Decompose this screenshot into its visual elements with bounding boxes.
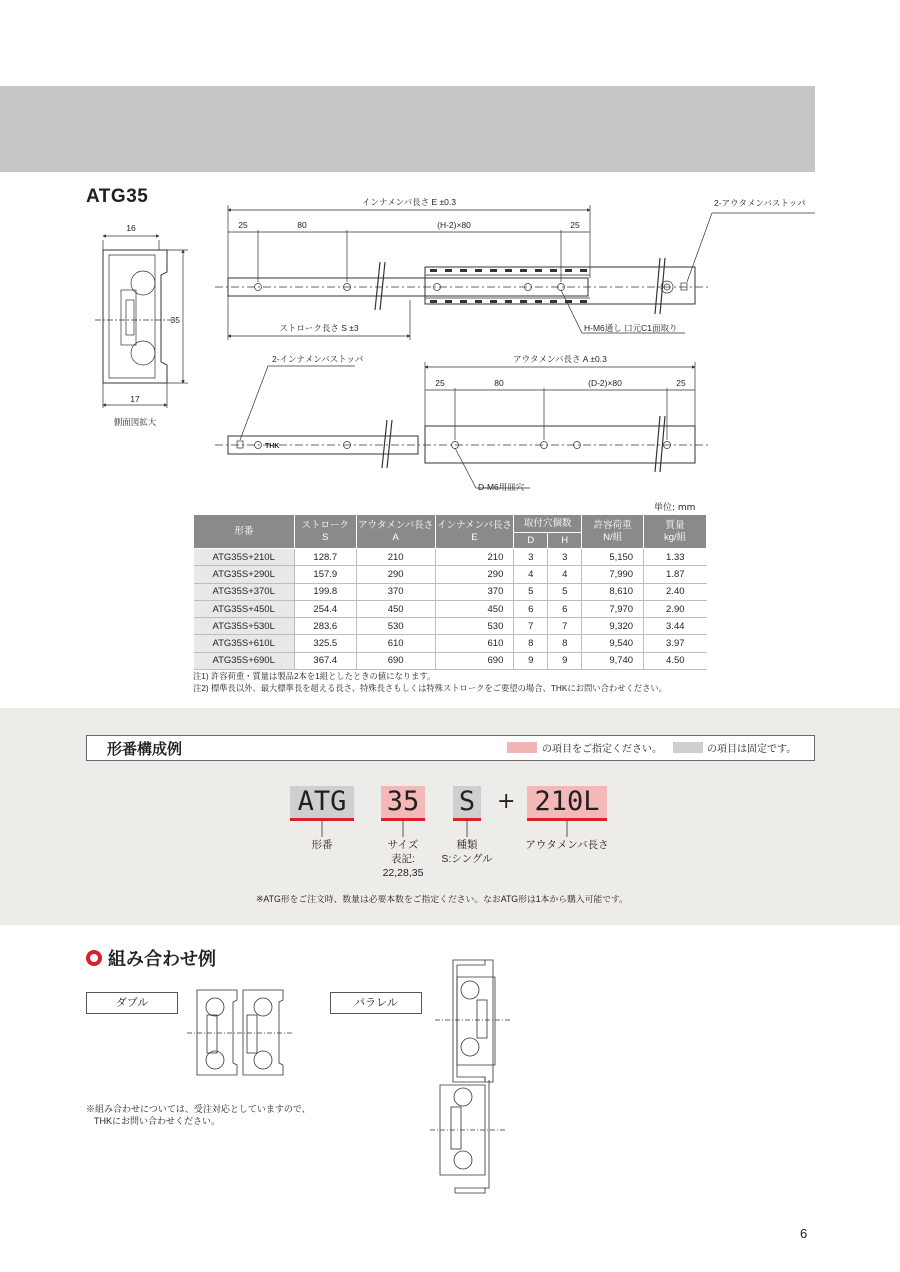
table-note-2: 注2) 標準長以外、最大標準長を超える長さ、特殊長さもしくは特殊ストロークをご要望の場合、THKにお問い合わせください。 [193, 683, 667, 693]
table-cell: 6 [514, 600, 548, 617]
table-cell: ATG35S+290L [194, 566, 295, 583]
table-cell: 9,320 [582, 618, 644, 635]
page-number: 6 [800, 1226, 808, 1241]
legend-pink-text: の項目をご指定ください。 [542, 744, 662, 755]
th-load [582, 515, 644, 549]
code-seg-size: 35 [381, 786, 425, 818]
circle-bullet-icon [86, 950, 102, 966]
table-cell: 2.90 [644, 600, 707, 617]
parallel-diagram [425, 955, 515, 1200]
code-plus: + [497, 789, 516, 814]
combination-note-2: THKにお問い合わせください。 [94, 1116, 221, 1126]
table-cell: 5,150 [582, 549, 644, 566]
table-cell: 530 [356, 618, 435, 635]
label-d-hole: D-M6用皿穴 [478, 482, 525, 492]
dim-inner-length: インナメンバ長さ E ±0.3 [362, 197, 456, 207]
th-inner-sym: E [471, 531, 478, 543]
table-cell: 9 [548, 652, 582, 669]
table-cell: 370 [435, 583, 514, 600]
table-cell: 450 [356, 600, 435, 617]
table-cell: 157.9 [294, 566, 356, 583]
label-atg: 形番 [311, 839, 333, 851]
legend-grey-text: の項目は固定です。 [707, 744, 797, 755]
code-seg-type: S [453, 786, 481, 818]
thk-mark: THK [265, 443, 280, 450]
table-cell: 690 [435, 652, 514, 669]
unit-label: 単位: mm [654, 503, 696, 513]
th-d: D [514, 533, 548, 549]
table-cell: ATG35S+450L [194, 600, 295, 617]
bottom-view [215, 362, 710, 488]
table-cell: 530 [435, 618, 514, 635]
table-cell: 610 [435, 635, 514, 652]
table-cell: ATG35S+370L [194, 583, 295, 600]
table-cell: 128.7 [294, 549, 356, 566]
table-cell: 4 [548, 566, 582, 583]
label-size-1: サイズ [387, 839, 419, 851]
combination-title: 組み合わせ例 [108, 949, 216, 970]
table-cell: 8,610 [582, 583, 644, 600]
th-load-label: 許容荷重 [593, 519, 632, 531]
label-size-3: 22,28,35 [382, 867, 424, 879]
table-row [194, 583, 707, 600]
table-cell: 7 [548, 618, 582, 635]
table-cell: 3 [514, 549, 548, 566]
table-cell: 3.97 [644, 635, 707, 652]
dim-80a: 80 [297, 220, 307, 230]
table-cell: 8 [548, 635, 582, 652]
th-outer-label: アウタメンバ長さ [358, 519, 434, 531]
dim-d-pitch: (D-2)×80 [588, 378, 622, 388]
table-cell: 283.6 [294, 618, 356, 635]
legend-grey-swatch [673, 742, 703, 753]
label-type-1: 種類 [456, 839, 478, 851]
label-inner-stopper: 2-インナメンバストッパ [272, 354, 364, 364]
dim-25c: 25 [435, 378, 445, 388]
double-diagram [185, 985, 295, 1080]
table-row [194, 600, 707, 617]
table-cell: 254.4 [294, 600, 356, 617]
table-row [194, 618, 707, 635]
th-holes: 取付穴個数 [514, 515, 582, 533]
table-note-1: 注1) 許容荷重・質量は製品2本を1組としたときの値になります。 [193, 671, 436, 681]
label-type [420, 838, 514, 866]
th-model: 形番 [194, 515, 295, 549]
th-mass-label: 質量 [665, 519, 685, 531]
table-cell: ATG35S+610L [194, 635, 295, 652]
table-row [194, 566, 707, 583]
dim-side-17: 17 [130, 394, 140, 404]
table-cell: ATG35S+210L [194, 549, 295, 566]
label-length: アウタメンバ長さ [525, 839, 609, 851]
th-h: H [548, 533, 582, 549]
tag-parallel: パラレル [330, 992, 422, 1014]
label-outer-stopper: 2-アウタメンバストッパ [714, 198, 806, 208]
table-cell: 4.50 [644, 652, 707, 669]
table-cell: 3.44 [644, 618, 707, 635]
th-outer [356, 515, 435, 549]
table-cell: 9,540 [582, 635, 644, 652]
table-cell: 2.40 [644, 583, 707, 600]
table-notes [193, 670, 667, 694]
table-cell: ATG35S+690L [194, 652, 295, 669]
dim-25d: 25 [676, 378, 686, 388]
dim-25a: 25 [238, 220, 248, 230]
dim-80b: 80 [494, 378, 504, 388]
label-type-2: S:シングル [441, 853, 493, 865]
table-cell: 4 [514, 566, 548, 583]
table-cell: 9 [514, 652, 548, 669]
table-cell: ATG35S+530L [194, 618, 295, 635]
table-row [194, 635, 707, 652]
table-cell: 210 [356, 549, 435, 566]
table-cell: 5 [514, 583, 548, 600]
th-stroke-sym: S [322, 531, 329, 543]
table-cell: 690 [356, 652, 435, 669]
part-number-title: 形番構成例 [107, 740, 183, 758]
table-cell: 325.5 [294, 635, 356, 652]
table-cell: 1.33 [644, 549, 707, 566]
combination-note [86, 1103, 311, 1127]
dim-h-pitch: (H-2)×80 [437, 220, 471, 230]
order-note: ※ATG形をご注文時、数量は必要本数をご指定ください。なおATG形は1本から購入可能です。 [256, 894, 628, 904]
model-title: ATG35 [86, 186, 149, 207]
tag-double: ダブル [86, 992, 178, 1014]
combination-note-1: ※組み合わせについては、受注対応としていますので、 [86, 1104, 311, 1114]
table-row [194, 652, 707, 669]
th-outer-sym: A [392, 531, 399, 543]
table-cell: 199.8 [294, 583, 356, 600]
table-cell: 370 [356, 583, 435, 600]
table-cell: 8 [514, 635, 548, 652]
table-cell: 367.4 [294, 652, 356, 669]
spec-table [193, 514, 707, 670]
table-cell: 9,740 [582, 652, 644, 669]
table-cell: 1.87 [644, 566, 707, 583]
th-load-unit: N/組 [603, 531, 623, 543]
table-cell: 290 [435, 566, 514, 583]
dim-side-16: 16 [126, 223, 136, 233]
table-cell: 3 [548, 549, 582, 566]
table-cell: 450 [435, 600, 514, 617]
part-number-header [86, 735, 815, 761]
legend-pink-swatch [507, 742, 537, 753]
table-cell: 290 [356, 566, 435, 583]
dim-stroke: ストローク長さ S ±3 [279, 323, 359, 333]
table-row [194, 549, 707, 566]
technical-drawing [80, 190, 820, 500]
table-cell: 5 [548, 583, 582, 600]
table-cell: 7,970 [582, 600, 644, 617]
th-inner [435, 515, 514, 549]
table-cell: 7,990 [582, 566, 644, 583]
label-h-hole: H-M6通し 口元C1面取り [584, 323, 678, 333]
dim-side-35: 35 [170, 315, 180, 325]
header-band [0, 86, 815, 172]
th-stroke-label: ストローク [301, 519, 350, 531]
th-mass [644, 515, 707, 549]
th-stroke [294, 515, 356, 549]
dim-outer-length: アウタメンバ長さ A ±0.3 [513, 354, 607, 364]
table-cell: 7 [514, 618, 548, 635]
th-mass-unit: kg/組 [663, 531, 687, 543]
label-size-2: 表記: [391, 853, 415, 865]
table-cell: 6 [548, 600, 582, 617]
code-seg-atg: ATG [290, 786, 354, 818]
code-seg-length: 210L [527, 786, 607, 818]
table-cell: 210 [435, 549, 514, 566]
dim-25b: 25 [570, 220, 580, 230]
table-cell: 610 [356, 635, 435, 652]
side-caption: 側面図拡大 [113, 417, 157, 427]
th-inner-label: インナメンバ長さ [436, 519, 512, 531]
